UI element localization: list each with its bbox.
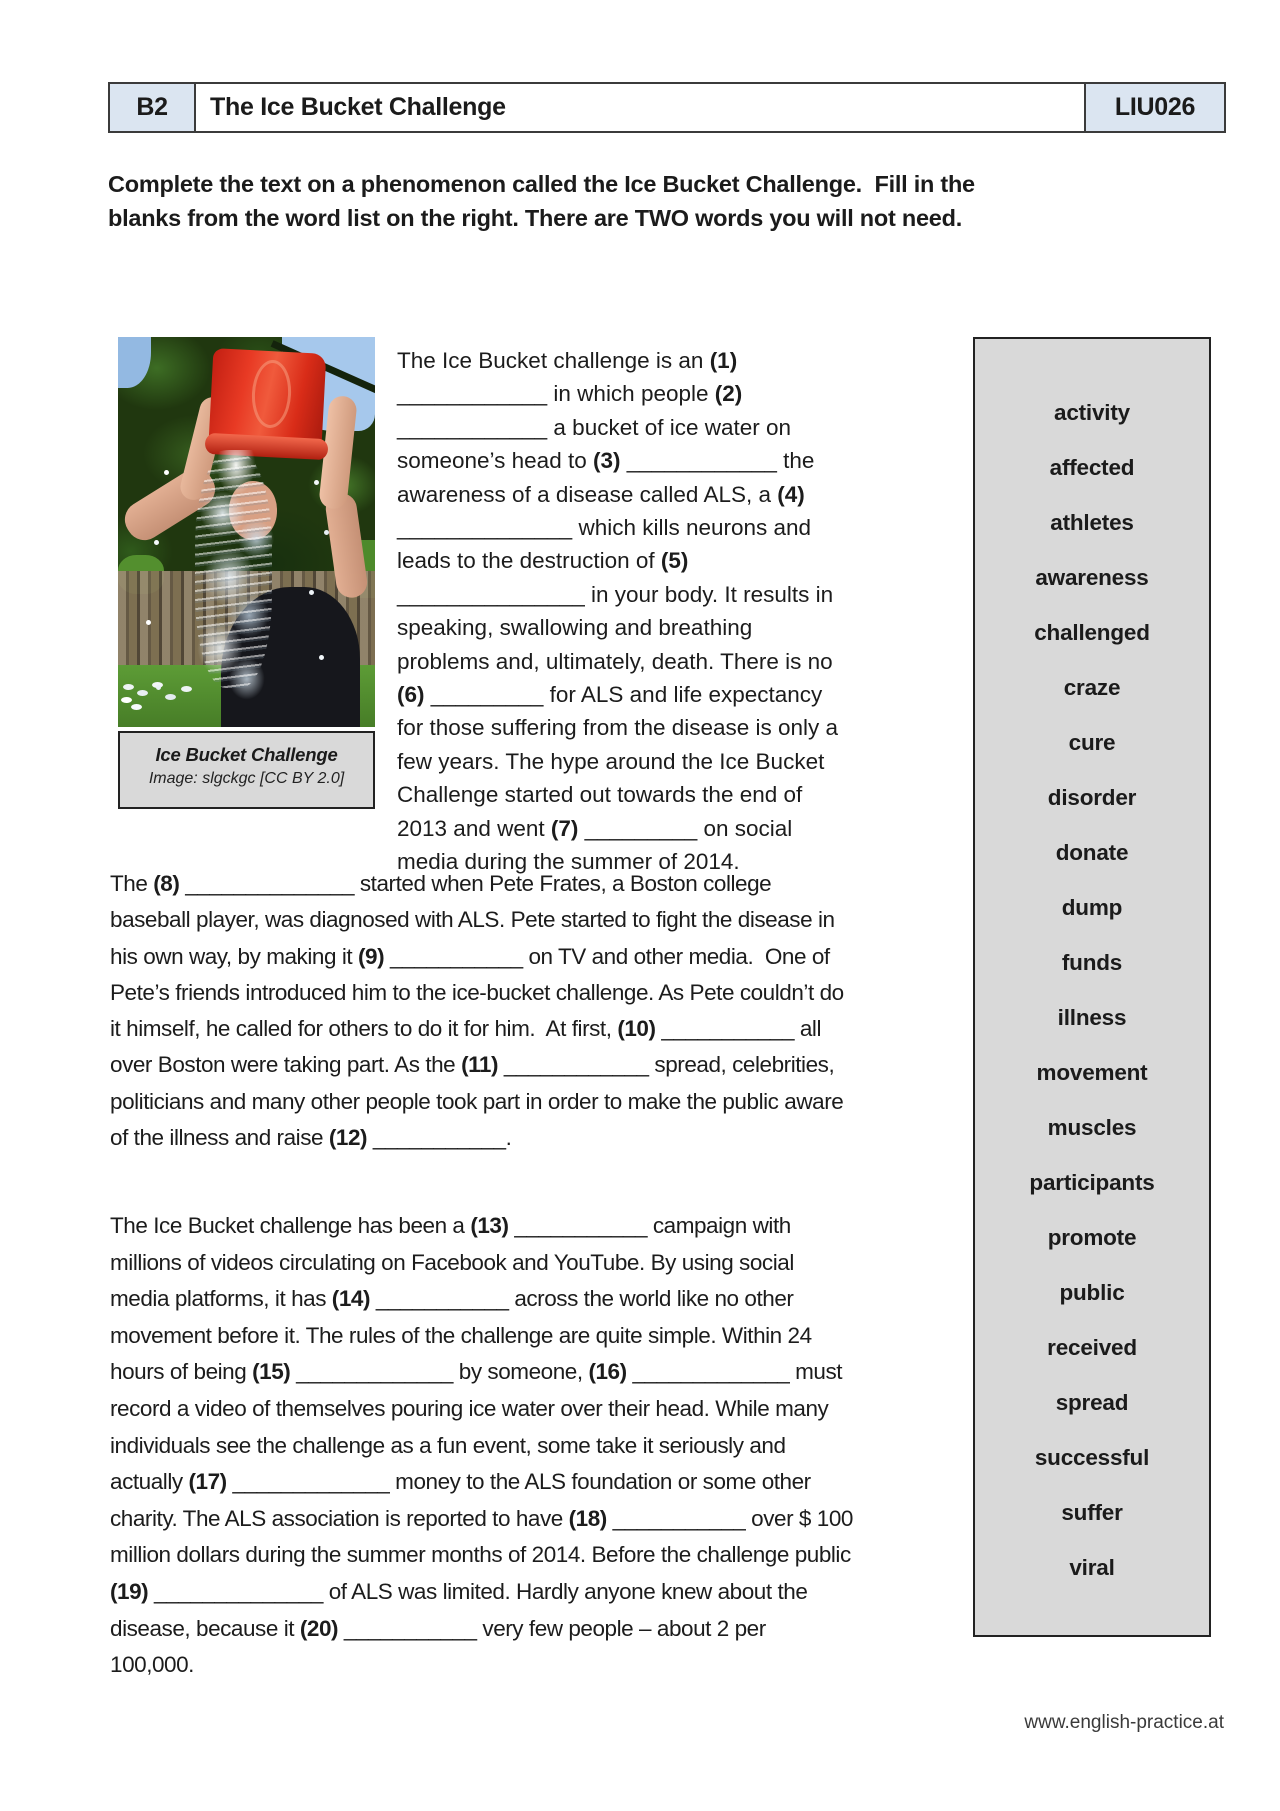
blank-number: (12) bbox=[328, 1125, 368, 1151]
text-run: _____________ by someone, bbox=[290, 1359, 589, 1385]
blank-number: (8) bbox=[153, 871, 180, 896]
photo-water-streaks bbox=[195, 454, 272, 688]
text-run: The Ice Bucket challenge has been a bbox=[110, 1213, 471, 1238]
word-list-item: disorder bbox=[1047, 785, 1137, 810]
word-list-item: challenged bbox=[1034, 620, 1150, 645]
word-list-item: participants bbox=[1029, 1170, 1155, 1195]
photo-caption-box bbox=[118, 731, 375, 809]
text-run: ___________. bbox=[367, 1125, 512, 1151]
text-run: ____________ the awareness of a disease called ALS, a bbox=[397, 448, 821, 507]
blank-number: (17) bbox=[188, 1469, 227, 1495]
text-run: ______________ of ALS was limited. Hardly anyone knew about the disease, because it bbox=[110, 1578, 814, 1641]
word-list-item: received bbox=[1047, 1335, 1137, 1360]
text-run: ___________ campaign with millions of videos circulating on Facebook and YouTube. By using social media platforms, it has bbox=[110, 1213, 800, 1312]
word-list-item: movement bbox=[1036, 1060, 1148, 1085]
word-list-item: awareness bbox=[1035, 565, 1149, 590]
text-run: The Ice Bucket challenge is an bbox=[397, 348, 710, 373]
blank-number: (7) bbox=[550, 815, 579, 841]
text-run: ___________ over $ 100 million dollars during the summer months of 2014. Before the challenge public bbox=[110, 1505, 859, 1568]
photo-caption-title: Ice Bucket Challenge bbox=[155, 744, 338, 765]
text-run: The bbox=[110, 871, 154, 896]
text-run: ____________ in which people bbox=[397, 348, 744, 407]
page-title: The Ice Bucket Challenge bbox=[194, 82, 1086, 133]
ice-bucket-photo bbox=[118, 337, 375, 727]
photo-caption-credit: Image: slgckgc [CC BY 2.0] bbox=[148, 770, 345, 787]
text-run: _____________ must record a video of themselves pouring ice water over their head. While many individuals see the challenge as a fun event, some take it seriously and actually bbox=[110, 1359, 848, 1495]
worksheet-code: LIU026 bbox=[1084, 82, 1226, 133]
word-list-item: successful bbox=[1034, 1445, 1150, 1470]
blank-number: (2) bbox=[714, 381, 743, 407]
photo-water-droplets bbox=[164, 470, 169, 475]
text-run: _____________ money to the ALS foundation or some other charity. The ALS association is reported to have bbox=[110, 1469, 817, 1531]
word-list-item: donate bbox=[1055, 840, 1129, 865]
text-run: ____________ spread, celebrities, politicians and many other people took part in order to make the public aware of the illness and raise bbox=[110, 1052, 850, 1151]
instructions-text: Complete the text on a phenomenon called the Ice Bucket Challenge. Fill in the blanks from the word list on the right. There are TWO words you will not need. bbox=[108, 171, 982, 231]
blank-number: (16) bbox=[588, 1359, 627, 1385]
word-list-item: activity bbox=[1054, 400, 1130, 425]
word-list-item: athletes bbox=[1050, 510, 1134, 535]
word-list-item: muscles bbox=[1047, 1115, 1137, 1140]
blank-number: (19) bbox=[110, 1578, 149, 1604]
word-list-box bbox=[973, 337, 1211, 1637]
word-list-item: illness bbox=[1057, 1005, 1127, 1030]
word-list-item: viral bbox=[1069, 1555, 1115, 1580]
word-list-item: craze bbox=[1063, 675, 1121, 700]
blank-number: (3) bbox=[592, 448, 621, 474]
word-list-item: suffer bbox=[1061, 1500, 1123, 1525]
word-list-item: affected bbox=[1049, 455, 1135, 480]
paragraph-1 bbox=[397, 344, 846, 879]
blank-number: (10) bbox=[617, 1016, 656, 1042]
word-list-item: cure bbox=[1068, 730, 1116, 755]
text-run: ______________ started when Pete Frates, a Boston college baseball player, was diagnosed with ALS. Pete started to fight the disease in his own way, by making it bbox=[110, 871, 841, 969]
text-run: ___________ across the world like no other movement before it. The rules of the challenge are quite simple. Within 24 hours of being bbox=[110, 1286, 818, 1385]
text-run: ___________ all over Boston were taking part. As the bbox=[110, 1016, 827, 1078]
blank-number: (14) bbox=[331, 1286, 371, 1312]
level-badge: B2 bbox=[108, 82, 196, 133]
text-run: _______________ in your body. It results in speaking, swallowing and breathing problems and, ultimately, death. There is no bbox=[397, 548, 840, 674]
blank-number: (6) bbox=[397, 682, 425, 708]
text-run: ___________ on TV and other media. One of Pete’s friends introduced him to the ice-bucket challenge. As Pete couldn’t do it himself, he called for others to do it for him. At first, bbox=[110, 943, 850, 1042]
word-list-item: public bbox=[1059, 1280, 1125, 1305]
word-list-item: spread bbox=[1055, 1390, 1129, 1415]
blank-number: (5) bbox=[660, 548, 689, 574]
blank-number: (11) bbox=[461, 1052, 499, 1078]
paragraph-3 bbox=[110, 1208, 859, 1684]
website-footer: www.english-practice.at bbox=[1024, 1712, 1224, 1733]
text-run: _________ on social media during the summer of 2014. bbox=[397, 815, 799, 875]
text-run: ____________ a bucket of ice water on someone’s head to bbox=[397, 381, 798, 474]
text-run: ______________ which kills neurons and leads to the destruction of bbox=[397, 481, 818, 574]
text-run: ___________ very few people – about 2 per 100,000. bbox=[110, 1615, 772, 1678]
header-bar bbox=[108, 82, 1226, 133]
paragraph-2 bbox=[110, 866, 854, 1156]
word-list-item: funds bbox=[1061, 950, 1123, 975]
word-list-item: promote bbox=[1047, 1225, 1137, 1250]
blank-number: (9) bbox=[357, 943, 385, 969]
blank-number: (1) bbox=[709, 348, 738, 373]
word-list-item: dump bbox=[1061, 895, 1123, 920]
blank-number: (18) bbox=[568, 1505, 607, 1531]
blank-number: (15) bbox=[252, 1359, 291, 1385]
text-run: _________ for ALS and life expectancy for those suffering from the disease is only a few years. The hype around the Ice Bucket Challenge started out towards the end of 2013 and went bbox=[397, 682, 845, 841]
blank-number: (4) bbox=[777, 481, 805, 507]
blank-number: (20) bbox=[299, 1615, 339, 1641]
blank-number: (13) bbox=[470, 1213, 509, 1238]
